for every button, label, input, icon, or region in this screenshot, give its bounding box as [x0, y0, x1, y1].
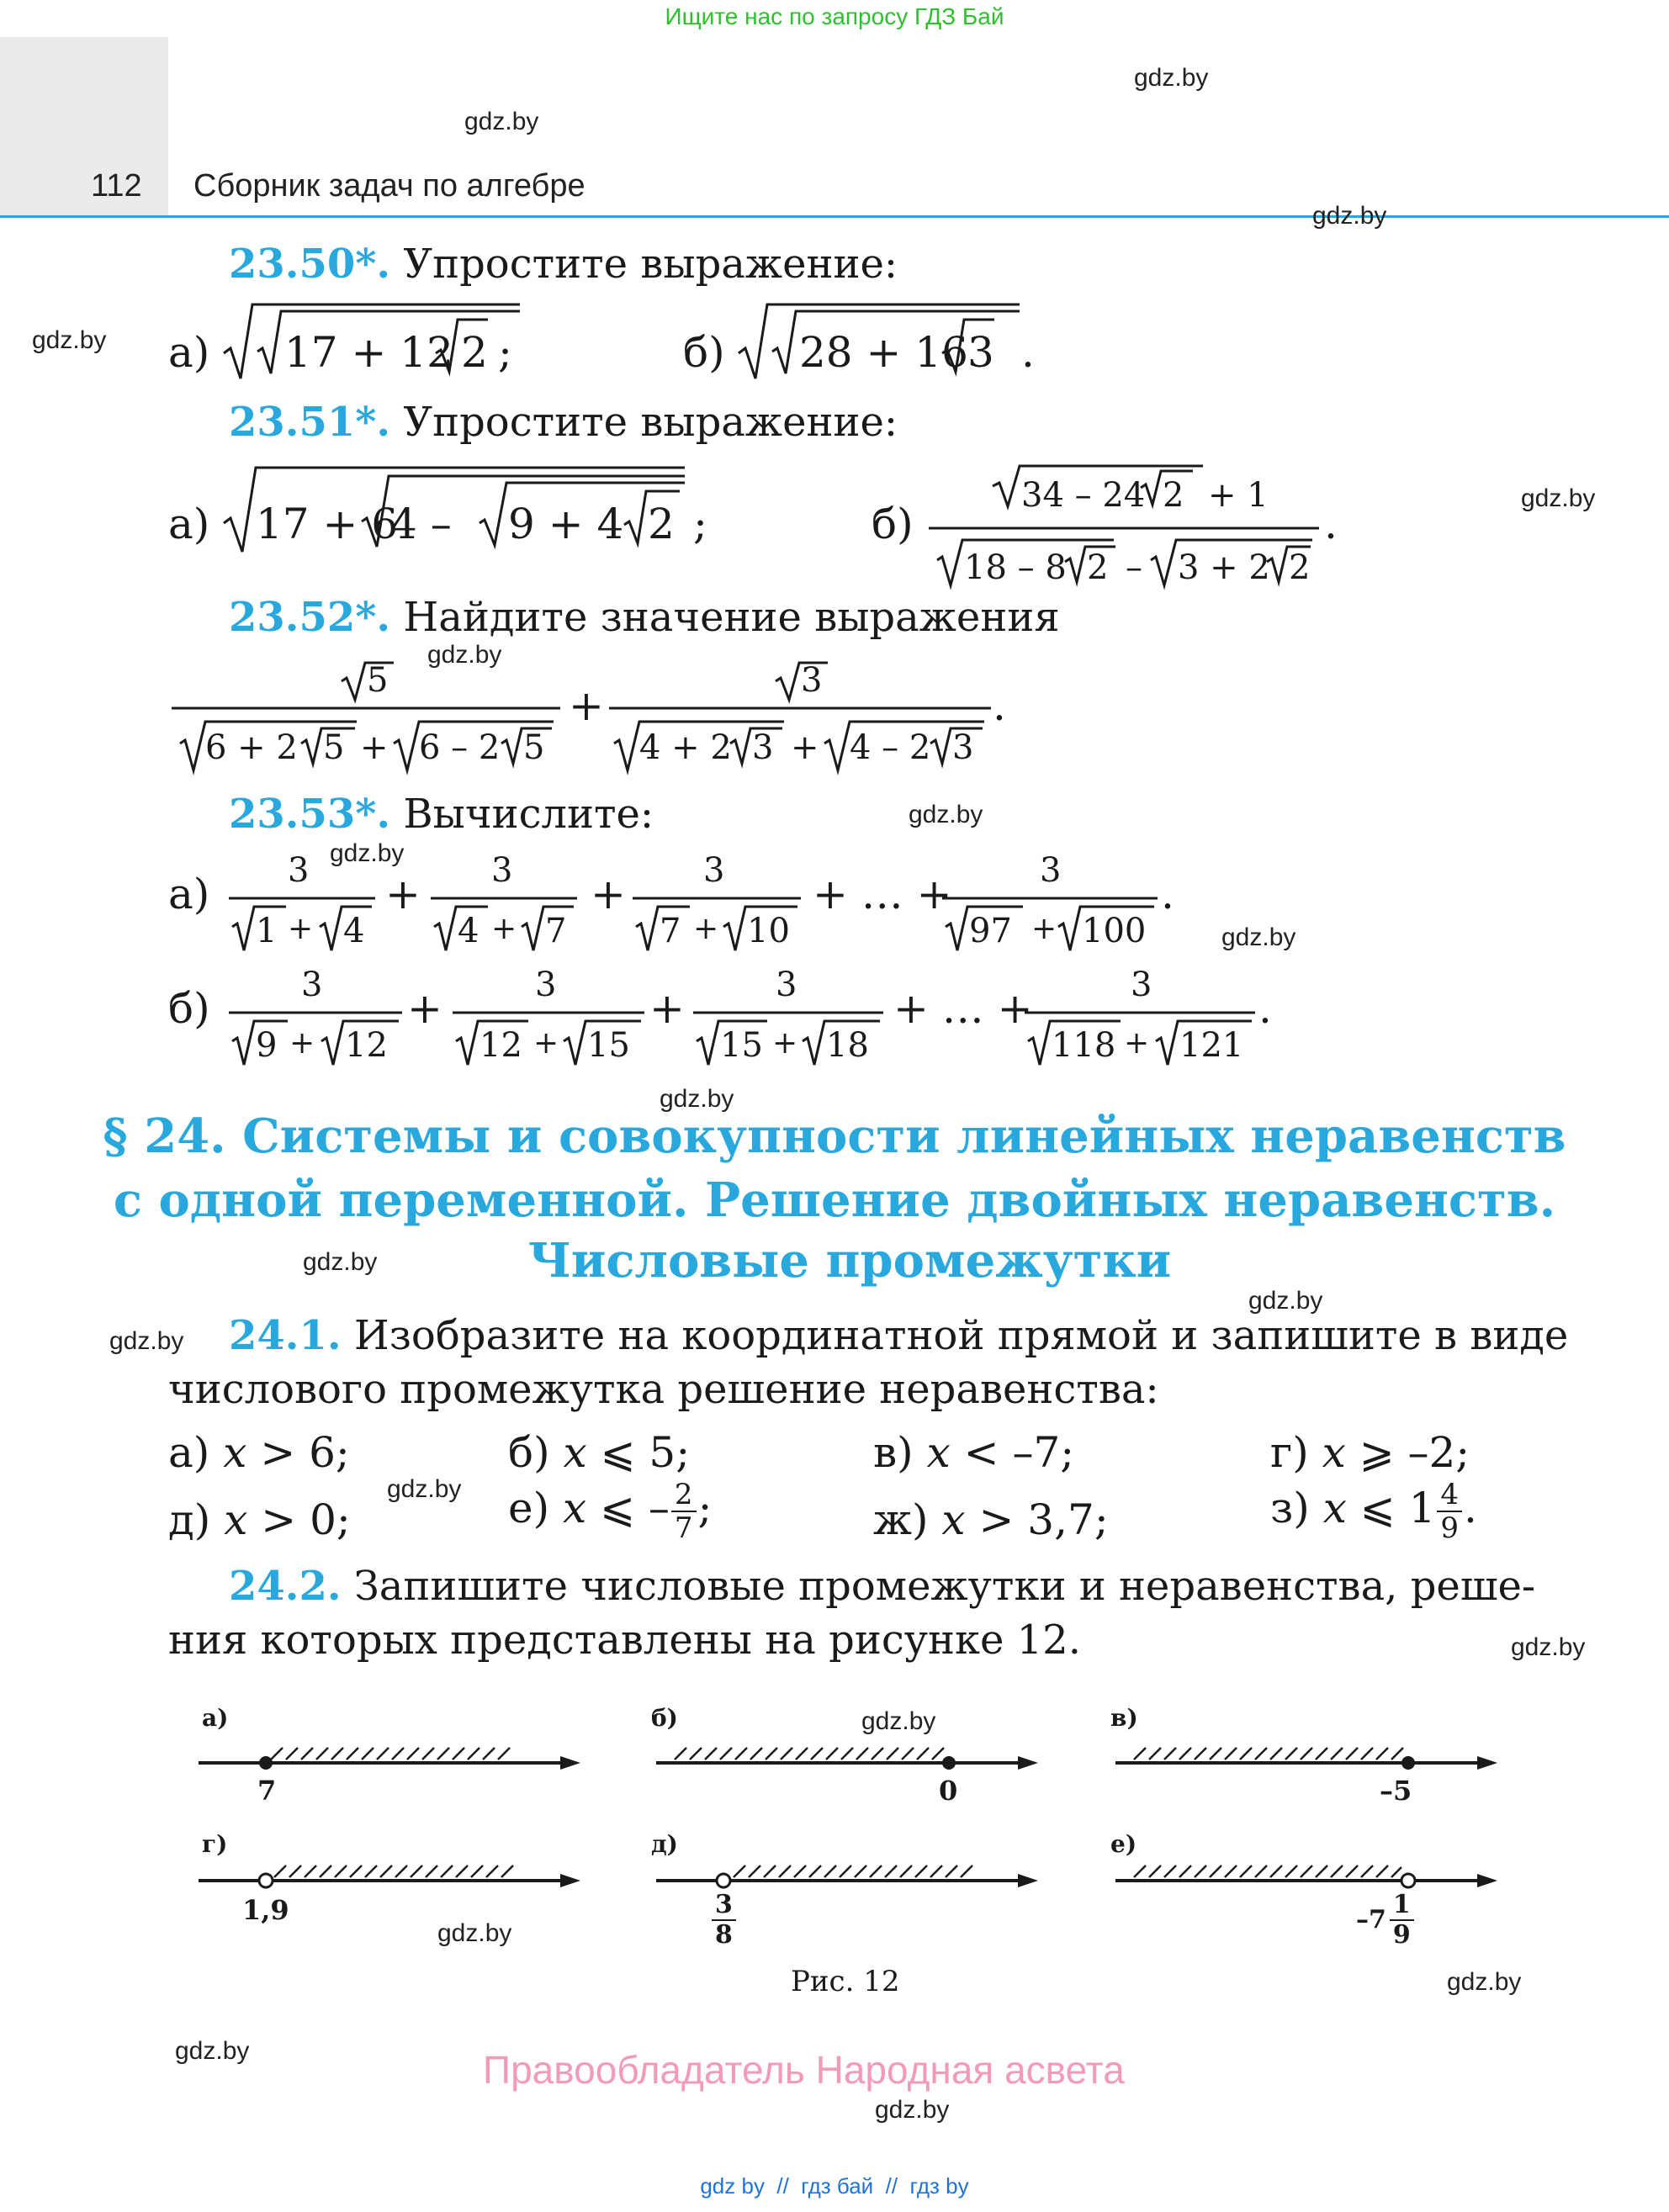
item-variable: x	[1322, 1428, 1346, 1477]
task-23-51-a-p2: 4 –	[390, 500, 452, 548]
open-point	[1401, 1874, 1415, 1887]
task-number: 23.51*.	[229, 399, 391, 446]
page-number: 112	[91, 168, 142, 204]
task-23-52-n1: 5	[367, 661, 389, 700]
item-label: а)	[168, 1428, 210, 1477]
task-23-51-a-end: ;	[693, 500, 707, 548]
radicand: 15	[587, 1026, 630, 1065]
item-label: д)	[168, 1495, 211, 1544]
fraction-denominator: 7	[671, 1511, 697, 1543]
numberline-point-label: –5	[1380, 1775, 1412, 1807]
task-text: Упростите выражение:	[403, 399, 898, 446]
numberline-label: е)	[1110, 1830, 1137, 1858]
radicand: 100	[1082, 912, 1147, 950]
task-23-51-a-rad: 2	[648, 500, 675, 548]
closed-point	[1401, 1756, 1415, 1770]
task-23-52-d2a: 4 + 2	[639, 728, 732, 767]
task-23-51-b-num2: + 1	[1208, 476, 1269, 515]
item-variable: x	[223, 1428, 247, 1477]
denominator-plus: +	[693, 912, 719, 946]
task-number: 23.53*.	[229, 791, 391, 838]
task-23-53-a-end: .	[1161, 870, 1174, 918]
watermark[interactable]: gdz.by	[303, 1248, 378, 1276]
numberline-e	[1109, 1859, 1504, 1909]
task-23-50-a-inner: 17 + 12	[284, 328, 453, 377]
fraction-numerator: 3	[288, 851, 310, 890]
watermark[interactable]: gdz.by	[32, 326, 107, 354]
watermark[interactable]: gdz.by	[1447, 1968, 1522, 1996]
task-23-50-a-rad: 2	[461, 328, 488, 377]
watermark[interactable]: gdz.by	[1511, 1633, 1586, 1661]
task-24-2-line-2: ния которых представлены на рисунке 12.	[168, 1617, 1081, 1664]
watermark[interactable]: gdz.by	[464, 108, 539, 135]
denominator-plus: +	[289, 1026, 315, 1061]
fraction-denominator: 9	[1437, 1511, 1462, 1543]
term-dots: + … +	[813, 870, 952, 918]
task-23-53-a-label: а)	[168, 870, 210, 918]
watermark[interactable]: gdz.by	[437, 1919, 512, 1947]
watermark[interactable]: gdz.by	[109, 1327, 184, 1355]
task-23-51-a-p3: 9 + 4	[508, 500, 624, 548]
inequality-item	[168, 1428, 350, 1477]
watermark[interactable]: gdz.by	[861, 1707, 936, 1735]
task-23-52-d2b-rad: 3	[952, 728, 974, 767]
radicand: 12	[480, 1026, 522, 1065]
open-point	[259, 1874, 273, 1887]
task-23-53-heading	[229, 791, 654, 838]
numberline-label: д)	[651, 1830, 678, 1858]
section-title-line-3: Числовые промежутки	[527, 1233, 1172, 1289]
denominator-plus: +	[288, 912, 314, 946]
task-23-52-d1a-rad: 5	[323, 728, 345, 767]
numberline-d	[649, 1859, 1045, 1909]
copyright-notice: Правообладатель Народная асвета	[483, 2048, 1125, 2092]
fraction-numerator: 1	[1392, 1890, 1411, 1919]
task-23-52-heading	[229, 594, 1060, 641]
item-variable: x	[563, 1428, 587, 1477]
item-expression: < –7;	[950, 1428, 1075, 1477]
item-variable: x	[224, 1495, 248, 1544]
item-variable: x	[926, 1428, 951, 1477]
inequality-item	[168, 1495, 351, 1544]
fraction-numerator: 3	[491, 851, 513, 890]
task-23-52-end: .	[993, 681, 1006, 730]
task-23-51-b-den2: 3 + 2	[1178, 548, 1270, 587]
closed-point	[942, 1756, 956, 1770]
fraction-numerator: 3	[715, 1890, 733, 1919]
inequality-item	[1270, 1428, 1470, 1477]
term-plus: +	[649, 984, 685, 1033]
book-title: Сборник задач по алгебре	[193, 168, 585, 204]
task-23-51-b-num1: 34 – 24	[1021, 476, 1146, 515]
inequality-item	[508, 1428, 690, 1477]
item-label: ж)	[873, 1495, 929, 1544]
fraction-numerator: 4	[1440, 1478, 1460, 1511]
task-number: 23.50*.	[229, 241, 391, 288]
fraction-numerator: 3	[1131, 966, 1152, 1004]
task-23-51-b-den1-rad: 2	[1087, 548, 1109, 587]
denominator-plus: +	[1031, 912, 1057, 946]
numberline-label: а)	[202, 1704, 229, 1732]
term-plus: +	[385, 870, 421, 918]
item-end: ;	[697, 1484, 713, 1532]
task-text: Изобразите на координатной прямой и запишите в виде	[353, 1312, 1569, 1359]
task-23-53-b-end: .	[1258, 984, 1272, 1033]
figure-caption: Рис. 12	[791, 1965, 900, 1998]
inequality-item	[873, 1428, 1074, 1477]
task-23-50-b-inner: 28 + 16	[799, 328, 968, 377]
task-24-1-line-1	[229, 1312, 1568, 1359]
header-rule	[0, 215, 1669, 218]
task-23-52-d1b: 6 – 2	[419, 728, 501, 767]
item-label: з)	[1270, 1484, 1310, 1532]
task-23-52-d1b-rad: 5	[523, 728, 545, 767]
fraction-numerator: 3	[776, 966, 797, 1004]
item-variable: x	[941, 1495, 966, 1544]
task-text: Вычислите:	[403, 791, 654, 838]
task-text: Запишите числовые промежутки и неравенства, реше-	[353, 1563, 1536, 1610]
task-23-50-a-end: ;	[498, 328, 512, 377]
task-23-52-d2a-rad: 3	[752, 728, 774, 767]
item-variable: x	[563, 1484, 587, 1532]
radicand: 15	[720, 1026, 763, 1065]
item-expression: ⩽ 1	[1346, 1484, 1436, 1532]
task-23-50-b-end: .	[1021, 328, 1035, 377]
open-point	[717, 1874, 730, 1887]
task-23-51-a-label: а)	[168, 500, 210, 548]
item-expression: ⩽ 5;	[586, 1428, 691, 1477]
radicand: 7	[660, 912, 681, 950]
watermark[interactable]: gdz.by	[1134, 64, 1209, 92]
task-24-2-line-1	[229, 1563, 1535, 1610]
arrow-head	[560, 1756, 580, 1770]
watermark[interactable]: gdz.by	[660, 1085, 734, 1113]
closed-point	[259, 1756, 273, 1770]
watermark[interactable]: gdz.by	[1312, 202, 1387, 230]
radicand: 7	[545, 912, 567, 950]
watermark[interactable]: gdz.by	[427, 641, 502, 669]
radicand: 10	[747, 912, 790, 950]
arrow-head	[1477, 1756, 1497, 1770]
numberline-point-label: 0	[939, 1775, 958, 1807]
inequality-item	[1270, 1480, 1477, 1543]
radicand: 4	[343, 912, 365, 950]
task-number: 24.2.	[229, 1563, 342, 1610]
fraction-numerator: 3	[1040, 851, 1062, 890]
task-text: Найдите значение выражения	[403, 594, 1060, 641]
arrow-head	[1477, 1874, 1497, 1887]
task-23-50-a-label: а)	[168, 328, 210, 377]
task-24-1-line-2: числового промежутка решение неравенства:	[168, 1366, 1159, 1413]
footer-links[interactable]: gdz by // гдз бай // гдз by	[700, 2173, 969, 2199]
radicand: 18	[826, 1026, 869, 1065]
denominator-plus: +	[772, 1026, 798, 1061]
fraction-numerator: 3	[703, 851, 725, 890]
section-title-line-2: с одной переменной. Решение двойных неравенств.	[113, 1172, 1556, 1228]
mixed-integer: –7	[1356, 1905, 1386, 1934]
numberline-b	[649, 1741, 1045, 1791]
denominator-plus: +	[491, 912, 517, 946]
radicand: 1	[256, 912, 278, 950]
inequality-item	[873, 1495, 1109, 1544]
watermark[interactable]: gdz.by	[875, 2096, 950, 2124]
task-number: 24.1.	[229, 1312, 342, 1359]
watermark[interactable]: gdz.by	[1221, 923, 1296, 951]
item-fraction	[671, 1480, 697, 1543]
fraction-denominator: 8	[712, 1919, 736, 1948]
task-23-51-b-den-minus: –	[1126, 548, 1142, 587]
task-23-52-d2b: 4 – 2	[850, 728, 931, 767]
task-23-52-d2-plus: +	[791, 728, 819, 767]
task-23-50-b-label: б)	[683, 328, 725, 377]
task-23-52-d1-plus: +	[360, 728, 389, 767]
task-23-51-a-p1: 17 + 6	[256, 500, 399, 548]
task-23-51-b-den2-rad: 2	[1289, 548, 1311, 587]
item-end: .	[1464, 1484, 1477, 1532]
numberline-point-mixed	[1356, 1892, 1414, 1948]
fraction-numerator: 3	[535, 966, 557, 1004]
arrow-head	[560, 1874, 580, 1887]
item-variable: x	[1322, 1484, 1347, 1532]
item-label: б)	[508, 1428, 550, 1477]
item-label: г)	[1270, 1428, 1309, 1477]
item-expression: ⩾ –2;	[1345, 1428, 1470, 1477]
denominator-plus: +	[533, 1026, 559, 1061]
watermark[interactable]: gdz.by	[909, 801, 983, 828]
numberline-point-fraction	[712, 1892, 736, 1948]
task-number: 23.52*.	[229, 594, 391, 641]
section-title-line-1: § 24. Системы и совокупности линейных неравенств	[103, 1109, 1566, 1164]
watermark[interactable]: gdz.by	[387, 1475, 462, 1503]
inequality-item	[508, 1480, 712, 1543]
task-23-50-heading	[229, 241, 898, 288]
radicand: 118	[1052, 1026, 1116, 1065]
task-23-52-plus: +	[569, 681, 604, 730]
task-23-52-d1a: 6 + 2	[205, 728, 298, 767]
item-expression: ⩽ –	[586, 1484, 670, 1532]
term-plus: +	[591, 870, 626, 918]
item-label: в)	[873, 1428, 914, 1477]
fraction-denominator: 9	[1390, 1919, 1414, 1948]
top-banner[interactable]: Ищите нас по запросу ГДЗ Бай	[665, 3, 1004, 29]
radicand: 4	[458, 912, 480, 950]
radicand: 9	[256, 1026, 278, 1065]
task-23-53-b-label: б)	[168, 984, 210, 1033]
numberline-v	[1109, 1741, 1504, 1791]
watermark[interactable]: gdz.by	[1248, 1287, 1323, 1315]
radicand: 97	[969, 912, 1012, 950]
mixed-fraction	[1390, 1892, 1414, 1948]
denominator-plus: +	[1124, 1026, 1150, 1061]
term-plus: +	[407, 984, 442, 1033]
arrow-head	[1018, 1874, 1038, 1887]
task-23-52-n2: 3	[801, 661, 823, 700]
fraction-numerator: 2	[674, 1478, 693, 1511]
item-fraction	[1437, 1480, 1462, 1543]
numberline-label: в)	[1110, 1704, 1138, 1732]
radicand: 12	[345, 1026, 388, 1065]
task-23-51-b-label: б)	[872, 500, 914, 548]
watermark[interactable]: gdz.by	[1521, 484, 1596, 512]
numberline-label: г)	[202, 1830, 228, 1858]
task-23-51-b-end: .	[1324, 500, 1338, 548]
numberline-label: б)	[651, 1704, 678, 1732]
item-expression: > 6;	[246, 1428, 350, 1477]
header-gray-block	[0, 37, 168, 217]
item-expression: > 3,7;	[965, 1495, 1109, 1544]
task-23-51-b-den1: 18 – 8	[964, 548, 1067, 587]
task-text: Упростите выражение:	[403, 241, 898, 288]
arrow-head	[1018, 1756, 1038, 1770]
task-23-51-heading	[229, 399, 898, 446]
task-23-50-b-rad: 3	[967, 328, 994, 377]
radicand: 121	[1179, 1026, 1244, 1065]
item-expression: > 0;	[247, 1495, 351, 1544]
term-dots: + … +	[893, 984, 1033, 1033]
task-23-51-b-num-rad: 2	[1163, 476, 1184, 515]
watermark[interactable]: gdz.by	[330, 839, 405, 867]
watermark[interactable]: gdz.by	[175, 2037, 250, 2065]
numberline-a	[192, 1741, 587, 1791]
fraction-numerator: 3	[301, 966, 323, 1004]
numberline-point-label: 7	[257, 1775, 277, 1807]
item-label: е)	[508, 1484, 550, 1532]
numberline-point-label: 1,9	[242, 1894, 289, 1926]
